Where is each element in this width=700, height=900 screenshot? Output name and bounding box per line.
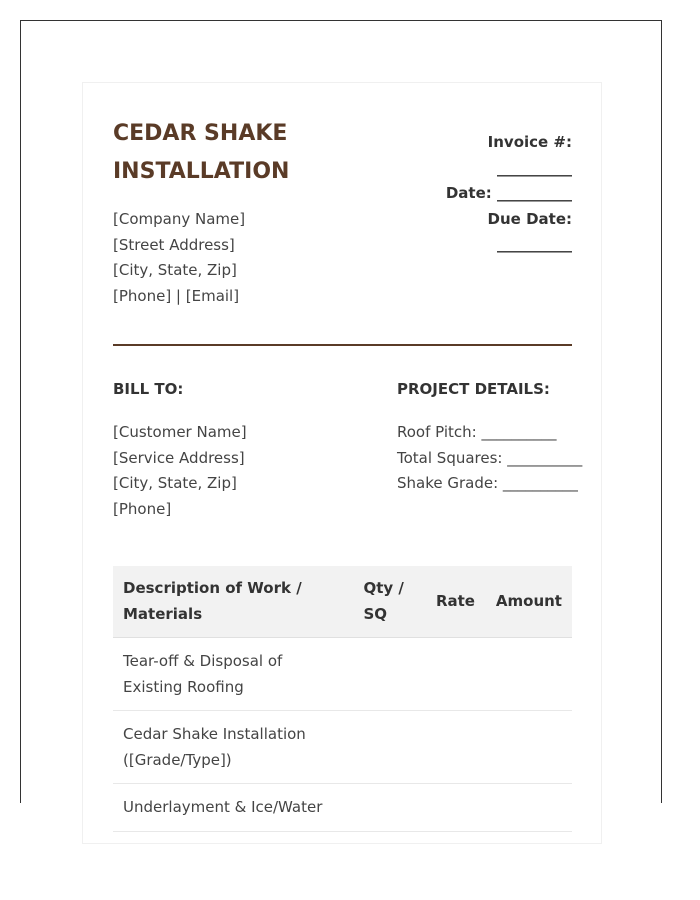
row-amount — [486, 784, 572, 832]
company-street: [Street Address] — [113, 235, 235, 254]
row-amount — [486, 711, 572, 784]
project-details-heading: PROJECT DETAILS: — [397, 380, 550, 398]
table-row — [113, 638, 572, 711]
invoice-meta — [446, 130, 572, 258]
service-address: [Service Address] — [113, 448, 245, 467]
table-header-row — [113, 566, 572, 638]
company-contact: [Phone] | [Email] — [113, 287, 240, 306]
header-amount: Amount — [486, 566, 572, 638]
table-row — [113, 711, 572, 784]
header-description: Description of Work / Materials — [113, 566, 354, 638]
row-description: Underlayment & Ice/Water — [113, 784, 354, 832]
line-items-table — [113, 566, 572, 832]
row-qty — [354, 638, 426, 711]
invoice-number-blank: __________ — [497, 158, 572, 177]
document-frame — [20, 20, 662, 816]
row-rate — [426, 638, 486, 711]
row-amount — [486, 638, 572, 711]
invoice-date: Date: __________ — [445, 184, 572, 202]
company-info — [113, 207, 245, 310]
bill-to-heading: BILL TO: — [113, 380, 184, 398]
total-squares: Total Squares: __________ — [397, 448, 583, 467]
project-details-info — [397, 420, 582, 497]
company-name: [Company Name] — [113, 210, 246, 228]
row-qty — [354, 784, 426, 832]
document-title — [113, 115, 343, 191]
roof-pitch: Roof Pitch: __________ — [397, 423, 557, 441]
customer-phone: [Phone] — [113, 500, 172, 519]
row-qty — [354, 711, 426, 784]
row-rate — [426, 711, 486, 784]
header-qty: Qty / SQ — [354, 566, 426, 638]
title-line-1: CEDAR SHAKE — [113, 121, 288, 146]
row-description: Tear-off & Disposal of Existing Roofing — [113, 638, 354, 711]
due-date-blank: __________ — [497, 235, 572, 253]
shake-grade: Shake Grade: __________ — [397, 474, 578, 493]
table-row — [113, 784, 572, 832]
due-date-label: Due Date: — [487, 209, 572, 228]
customer-name: [Customer Name] — [113, 423, 247, 441]
row-description: Cedar Shake Installation ([Grade/Type]) — [113, 711, 354, 784]
header-divider — [113, 344, 572, 346]
bill-to-info — [113, 420, 247, 523]
header-rate: Rate — [426, 566, 486, 638]
company-city: [City, State, Zip] — [113, 261, 237, 280]
invoice-number-label: Invoice #: — [487, 133, 572, 151]
customer-city: [City, State, Zip] — [113, 474, 237, 493]
row-rate — [426, 784, 486, 832]
invoice-sheet — [82, 82, 602, 844]
title-line-2: INSTALLATION — [113, 159, 290, 184]
